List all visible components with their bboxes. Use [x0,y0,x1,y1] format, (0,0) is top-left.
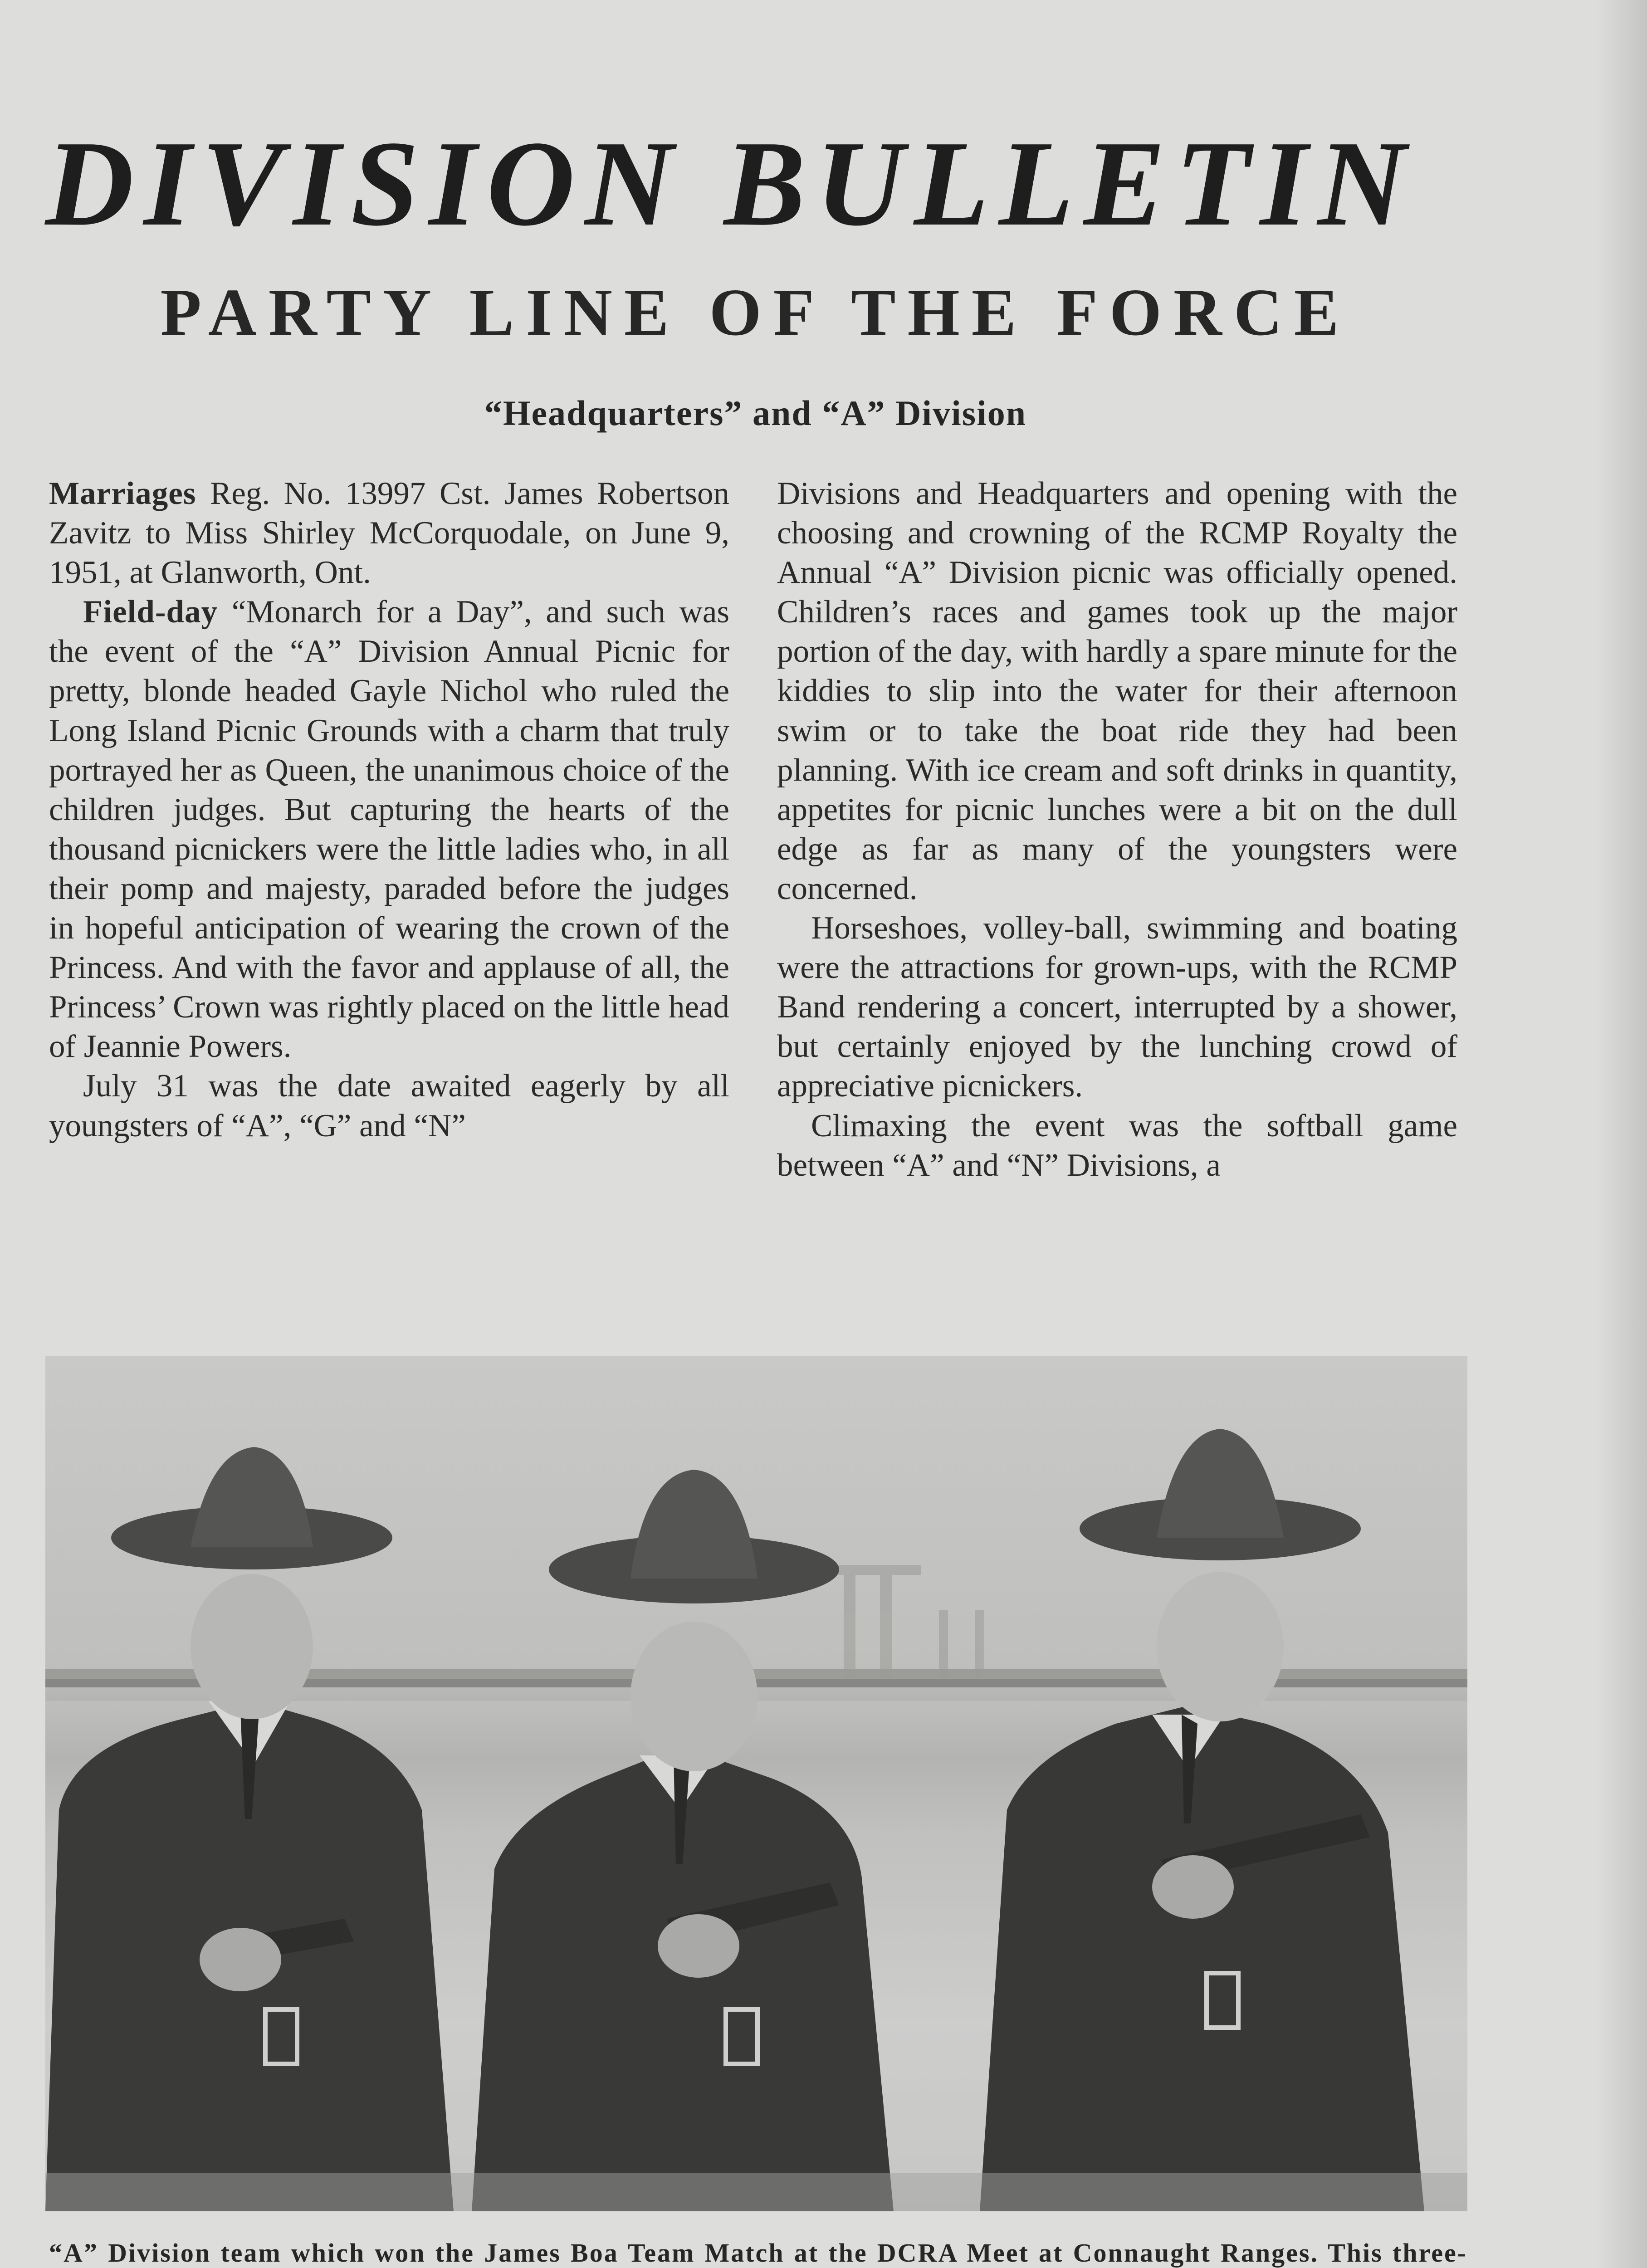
article-right-column [777,474,1457,1185]
paragraph-marriages [49,474,729,592]
run-in-heading-field-day: Field-day [83,594,218,630]
photo-caption: “A” Division team which won the James Boa Team Match at the DCRA Meet at Connaught Ranges. This three- [49,2238,1467,2268]
run-in-heading-marriages: Marriages [49,476,196,511]
officer-middle-figure [472,1470,894,2211]
paragraph-horseshoes: Horseshoes, volley-ball, swimming and boating were the attractions for grown-ups, with the RCMP Band rendering a concert, interrupted by a shower, but certainly enjoyed by the lunching crowd of appreciative picnickers. [777,910,1457,1104]
masthead-subtitle: PARTY LINE OF THE FORCE [160,275,1351,350]
officer-right-figure [980,1429,1424,2211]
officer-left-figure [45,1447,454,2211]
paragraph-text: Reg. No. 13997 Cst. James Robertson Zavitz to Miss Shirley McCorquodale, on June 9, 1951, at Glanworth, Ont. [49,476,729,591]
paragraph-text: “Monarch for a Day”, and such was the event of the “A” Division Annual Picnic for pretty, blonde headed Gayle Nichol who ruled the Long Island Picnic Grounds with a charm that truly portrayed her as Queen, the unanimous choice of the children judges. But capturing the hearts of the thousand picnickers were the little ladies who, in all their pomp and majesty, paraded before the judges in hopeful anticipation of wearing the crown of the Princess. And with the favor and applause of all, the Princess’ Crown was rightly placed on the little head of Jeannie Powers. [49,594,729,1065]
paragraph-july-31: July 31 was the date awaited eagerly by all youngsters of “A”, “G” and “N” [49,1068,729,1144]
article-left-column [49,474,729,1146]
paragraph-climaxing: Climaxing the event was the softball game between “A” and “N” Divisions, a [777,1108,1457,1183]
paragraph-divisions-picnic: Divisions and Headquarters and opening with the choosing and crowning of the RCMP Royalty the Annual “A” Division picnic was officially opened. Children’s races and games took up the major portion of the day, with hardly a spare minute for the kiddies to slip into the water for their afternoon swim or to take the boat ride they had been planning. With ice cream and soft drinks in quantity, appetites for picnic lunches were a bit on the dull edge as far as many of the youngsters were concerned. [777,476,1457,906]
page-gutter-shadow [1597,0,1647,2268]
team-photograph [45,1356,1467,2211]
masthead-title: DIVISION BULLETIN [45,116,1416,251]
section-heading: “Headquarters” and “A” Division [484,393,1027,433]
paragraph-field-day [49,592,729,1066]
